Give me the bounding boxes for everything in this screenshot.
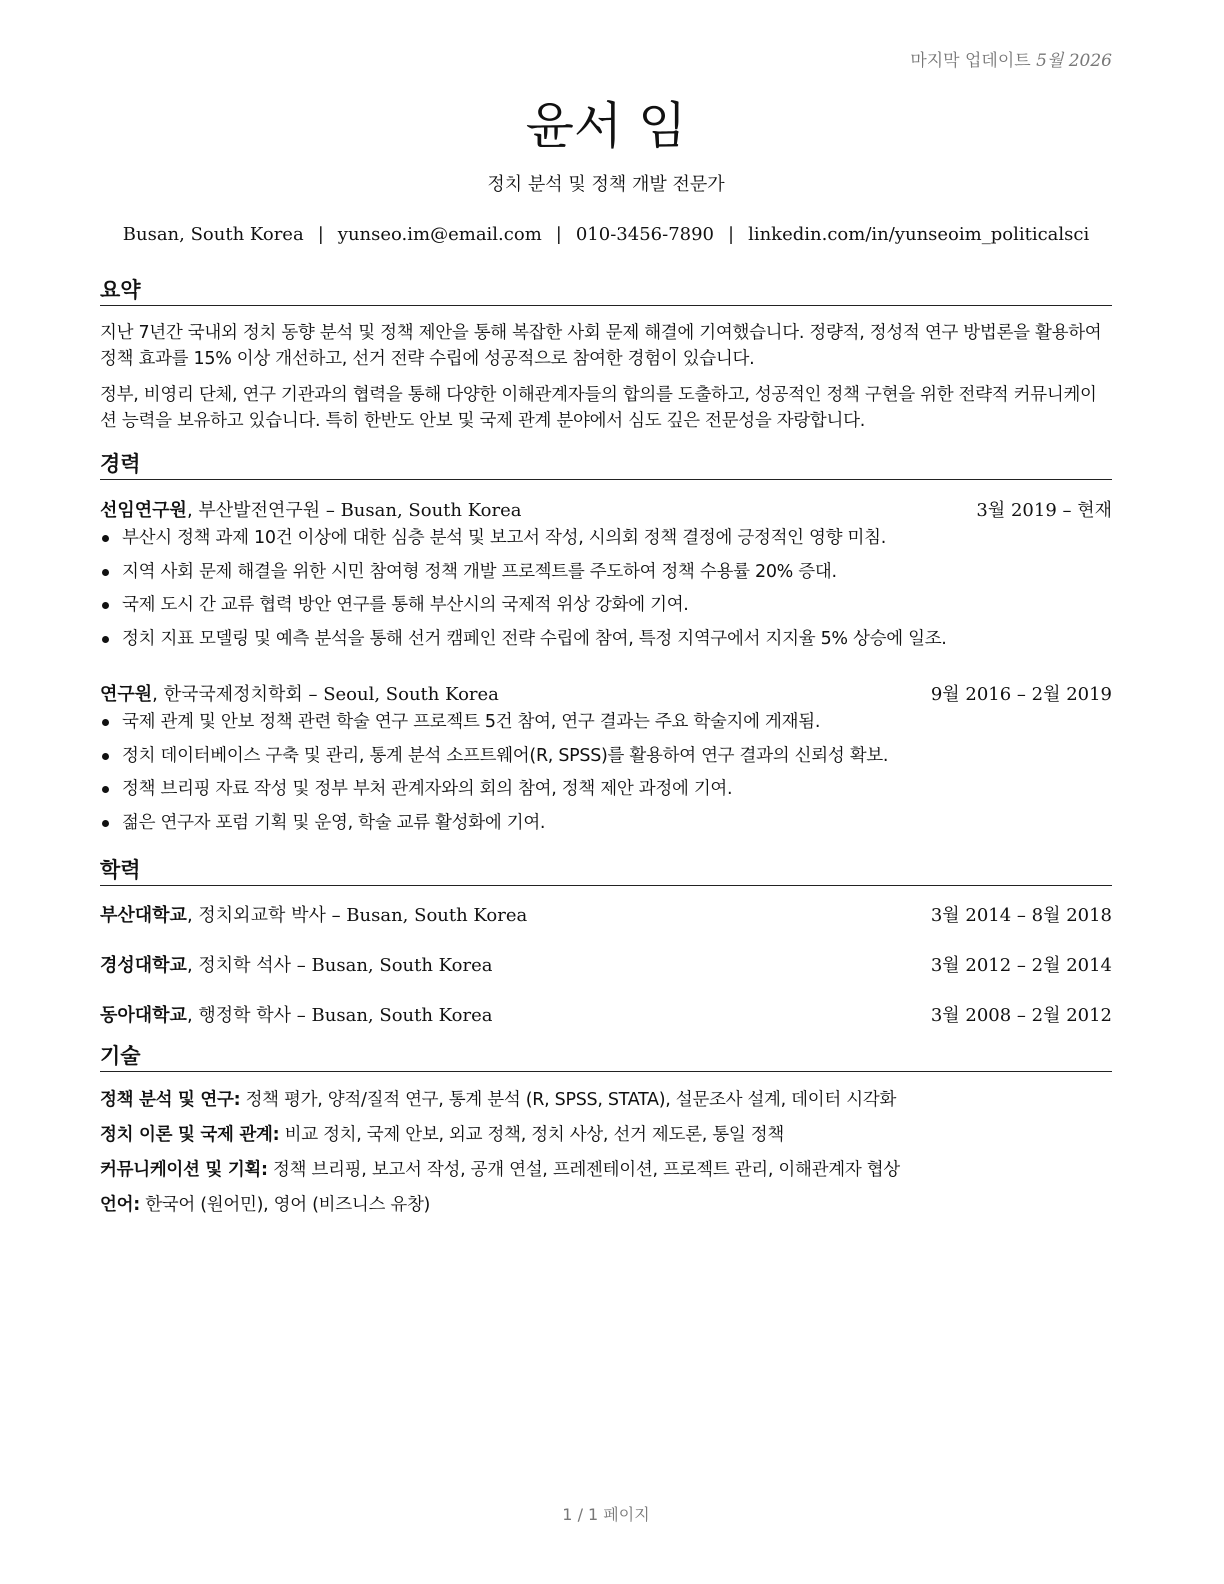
skill-label: 정치 이론 및 국제 관계: — [100, 1125, 280, 1145]
skill-label: 커뮤니케이션 및 기획: — [100, 1160, 268, 1180]
bullet-text: 정책 브리핑 자료 작성 및 정부 부처 관계자와의 회의 참여, 정책 제안 과정에 기여. — [122, 779, 733, 799]
bullet-text: 젊은 연구자 포럼 기획 및 운영, 학술 교류 활성화에 기여. — [122, 812, 546, 833]
education-item: 경성대학교, 정치학 석사 – Busan, South Korea 3월 2012 – 2월 2014 — [100, 951, 1112, 977]
contact-separator: | — [555, 224, 562, 245]
bullet-text: 국제 도시 간 교류 협력 방안 연구를 통해 부산시의 국제적 위상 강화에 기여. — [122, 595, 689, 615]
education-location: Busan, South Korea — [311, 1005, 493, 1026]
bullet-icon — [102, 786, 109, 793]
list-item — [100, 709, 1112, 743]
contact-line — [100, 224, 1112, 245]
list-item — [100, 592, 1112, 626]
skill-row — [100, 1087, 1112, 1122]
last-updated-label: 마지막 업데이트 — [910, 51, 1031, 71]
job-role: 연구원 — [100, 684, 153, 705]
list-item — [100, 743, 1112, 777]
bullet-icon — [102, 753, 109, 760]
bullet-icon — [102, 569, 109, 576]
job-header — [100, 496, 1112, 522]
list-item — [100, 810, 1112, 844]
skill-label: 정책 분석 및 연구: — [100, 1090, 241, 1110]
person-name: 윤서 임 — [525, 97, 687, 155]
summary-paragraph: 정부, 비영리 단체, 연구 기관과의 협력을 통해 다양한 이해관계자들의 합의를 도출하고, 성공적인 정책 구현을 위한 전략적 커뮤니케이션 능력을 보유하고 있습니다. 특히 한반도 안보 및 국제 관계 분야에서 심도 깊은 전문성을 자랑합니다. — [100, 385, 1097, 431]
list-item — [100, 626, 1112, 660]
education-dates: 3월 2012 – 2월 2014 — [930, 955, 1112, 976]
person-title: 정치 분석 및 정책 개발 전문가 — [487, 174, 725, 195]
contact-email[interactable]: yunseo.im@email.com — [337, 224, 542, 245]
education-degree: 정치학 석사 — [198, 955, 292, 976]
skills-list — [100, 1087, 1112, 1227]
education-school: 부산대학교 — [100, 905, 187, 926]
bullet-icon — [102, 535, 109, 542]
bullet-text: 부산시 정책 과제 10건 이상에 대한 심층 분석 및 보고서 작성, 시의회 정책 결정에 긍정적인 영향 미침. — [122, 528, 886, 548]
education-item: 부산대학교, 정치외교학 박사 – Busan, South Korea 3월 2014 – 8월 2018 — [100, 901, 1112, 927]
education-item: 동아대학교, 행정학 학사 – Busan, South Korea 3월 2008 – 2월 2012 — [100, 1001, 1112, 1027]
job-org: 한국국제정치학회 — [163, 684, 303, 705]
skill-text: 정책 브리핑, 보고서 작성, 공개 연설, 프레젠테이션, 프로젝트 관리, 이해관계자 협상 — [273, 1160, 900, 1180]
bullet-text: 국제 관계 및 안보 정책 관련 학술 연구 프로젝트 5건 참여, 연구 결과는 주요 학술지에 게재됨. — [122, 712, 821, 732]
summary-paragraph: 지난 7년간 국내외 정치 동향 분석 및 정책 제안을 통해 복잡한 사회 문제 해결에 기여했습니다. 정량적, 정성적 연구 방법론을 활용하여 정책 효과를 15% 이상 개선하고, 선거 전략 수립에 성공적으로 참여한 경험이 있습니다. — [100, 323, 1102, 369]
page-number: 1 / 1 페이지 — [562, 1505, 650, 1524]
job-org: 부산발전연구원 — [198, 500, 321, 521]
education-school: 경성대학교 — [100, 955, 187, 976]
education-degree: 정치외교학 박사 — [198, 905, 326, 926]
bullet-text: 지역 사회 문제 해결을 위한 시민 참여형 정책 개발 프로젝트를 주도하여 정책 수용률 20% 증대. — [122, 561, 837, 582]
job-role: 선임연구원 — [100, 500, 187, 521]
bullet-icon — [102, 602, 109, 609]
contact-separator: | — [317, 224, 324, 245]
contact-phone[interactable]: 010-3456-7890 — [575, 224, 714, 245]
list-item — [100, 776, 1112, 810]
last-updated — [910, 46, 1112, 71]
skill-row — [100, 1192, 1112, 1227]
section-title-summary: 요약 — [100, 276, 1112, 306]
education-location: Busan, South Korea — [346, 905, 528, 926]
bullet-text: 정치 지표 모델링 및 예측 분석을 통해 선거 캠페인 전략 수립에 참여, 특정 지역구에서 지지율 5% 상승에 일조. — [122, 628, 947, 649]
skill-text: 한국어 (원어민), 영어 (비즈니스 유창) — [145, 1195, 431, 1215]
contact-separator: | — [728, 224, 735, 245]
last-updated-date: 5월 2026 — [1036, 51, 1112, 71]
job-location: Busan, South Korea — [340, 500, 522, 521]
bullet-icon — [102, 719, 109, 726]
section-title-experience: 경력 — [100, 450, 1112, 480]
education-location: Busan, South Korea — [311, 955, 493, 976]
section-title-education: 학력 — [100, 856, 1112, 886]
bullet-icon — [102, 820, 109, 827]
education-school: 동아대학교 — [100, 1005, 187, 1026]
bullet-text: 정치 데이터베이스 구축 및 관리, 통계 분석 소프트웨어(R, SPSS)를 활용하여 연구 결과의 신뢰성 확보. — [122, 745, 889, 766]
job-dates: 9월 2016 – 2월 2019 — [930, 684, 1112, 705]
job-heading: 연구원, 한국국제정치학회 – Seoul, South Korea — [100, 684, 499, 705]
education-dates: 3월 2014 – 8월 2018 — [930, 905, 1112, 926]
section-title-skills: 기술 — [100, 1042, 1112, 1072]
contact-location: Busan, South Korea — [122, 224, 304, 245]
list-item — [100, 525, 1112, 559]
contact-linkedin[interactable]: linkedin.com/in/yunseoim_politicalsci — [748, 224, 1090, 245]
skill-text: 비교 정치, 국제 안보, 외교 정책, 정치 사상, 선거 제도론, 통일 정책 — [284, 1125, 784, 1145]
job-location: Seoul, South Korea — [323, 684, 499, 705]
job-bullets — [100, 525, 1112, 659]
bullet-icon — [102, 636, 109, 643]
skill-label: 언어: — [100, 1195, 140, 1215]
resume-page — [100, 0, 1112, 1584]
education-degree: 행정학 학사 — [198, 1005, 292, 1026]
skill-row — [100, 1157, 1112, 1192]
job-bullets — [100, 709, 1112, 843]
job-dates: 3월 2019 – 현재 — [976, 500, 1112, 521]
job-header — [100, 680, 1112, 706]
job-heading: 선임연구원, 부산발전연구원 – Busan, South Korea — [100, 500, 522, 521]
skill-text: 정책 평가, 양적/질적 연구, 통계 분석 (R, SPSS, STATA), 설문조사 설계, 데이터 시각화 — [245, 1090, 897, 1110]
list-item — [100, 559, 1112, 593]
education-dates: 3월 2008 – 2월 2012 — [930, 1005, 1112, 1026]
skill-row — [100, 1122, 1112, 1157]
